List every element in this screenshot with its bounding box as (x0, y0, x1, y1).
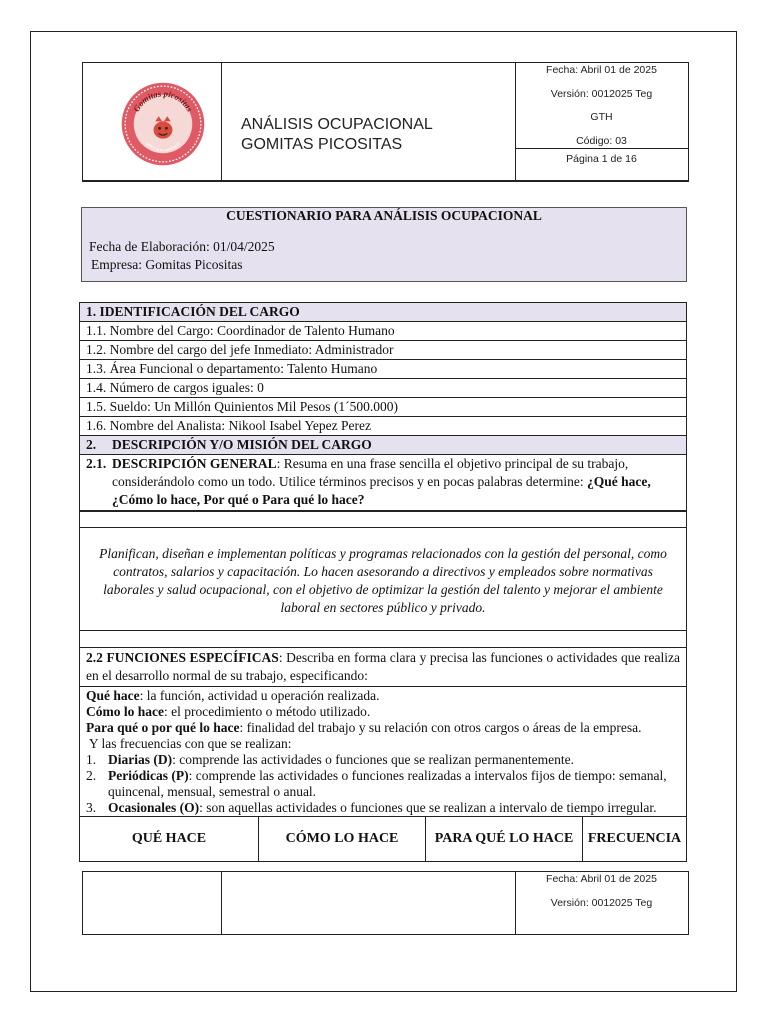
funciones-label: 2.2 FUNCIONES ESPECÍFICAS (86, 650, 279, 665)
meta-pagina: Página 1 de 16 (566, 153, 637, 165)
meta-version: Versión: 0012025 Teg (550, 88, 653, 100)
descripcion-general (80, 455, 686, 512)
frecuencias-intro: Y las frecuencias con que se realizan: (86, 736, 292, 751)
blank-row (80, 512, 686, 528)
logo-tagline: sabor que cambia tu (145, 140, 181, 153)
meta-fecha: Fecha: Abril 01 de 2025 (546, 64, 657, 76)
empresa: Empresa: Gomitas Picositas (91, 257, 243, 272)
section2-number: 2. (86, 437, 97, 452)
meta-area: GTH (590, 111, 613, 123)
descripcion-general-text: : Resuma en una frase sencilla el objetivo principal de su trabajo, considerándolo como un todo. Utilice términos precisos y en pocas palabras determine: (112, 456, 629, 489)
logo-brand-text: Gomitas picositas (131, 88, 196, 114)
field-nombre-cargo: 1.1. Nombre del Cargo: Coordinador de Talento Humano (80, 322, 686, 341)
document-title-line1: ANÁLISIS OCUPACIONAL (241, 116, 433, 133)
meta-codigo: Código: 03 (576, 135, 627, 147)
que-hace-label: Qué hace (86, 688, 140, 703)
company-logo (120, 81, 206, 167)
descripcion-general-number: 2.1. (86, 456, 107, 471)
descripcion-general-label: DESCRIPCIÓN GENERAL (112, 456, 277, 471)
field-analista: 1.6. Nombre del Analista: Nikool Isabel Yepez Perez (80, 417, 686, 436)
freq-item (86, 768, 680, 800)
questionnaire-title: CUESTIONARIO PARA ANÁLISIS OCUPACIONAL (226, 208, 542, 223)
section2-heading (80, 436, 686, 455)
column-header-frecuencia: FRECUENCIA (587, 831, 682, 846)
column-header-como-lo-hace: CÓMO LO HACE (259, 817, 426, 861)
section1-heading: 1. IDENTIFICACIÓN DEL CARGO (80, 303, 686, 322)
descripcion-general-question: ¿Qué hace, ¿Cómo lo hace, Por qué o Para qué lo hace? (112, 474, 651, 507)
fecha-elaboracion: Fecha de Elaboración: 01/04/2025 (89, 239, 275, 254)
que-hace-def (86, 688, 680, 704)
footer-fecha: Fecha: Abril 01 de 2025 (546, 873, 657, 885)
footer-logo-cell (83, 872, 222, 934)
document-title (241, 115, 433, 155)
freq-label: Periódicas (P) (108, 768, 189, 783)
field-numero-cargos: 1.4. Número de cargos iguales: 0 (80, 379, 686, 398)
field-sueldo: 1.5. Sueldo: Un Millón Quinientos Mil Pesos (1´500.000) (80, 398, 686, 417)
freq-text: : son aquellas actividades o funciones que se realizan a intervalo de tiempo irregular. (199, 800, 657, 815)
como-def (86, 704, 680, 720)
freq-number: 1. (86, 752, 97, 767)
questionnaire-box (81, 207, 687, 282)
field-area-funcional: 1.3. Área Funcional o departamento: Talento Humano (80, 360, 686, 379)
freq-number: 2. (86, 768, 97, 783)
section2-heading-text: DESCRIPCIÓN Y/O MISIÓN DEL CARGO (112, 437, 372, 452)
freq-label: Ocasionales (O) (108, 800, 200, 815)
freq-item (86, 800, 680, 816)
para-text: : finalidad del trabajo y su relación con otros cargos o áreas de la empresa. (239, 720, 642, 735)
meta-divider (515, 148, 688, 149)
document-footer (82, 871, 689, 935)
occupational-analysis-table (79, 302, 687, 862)
que-hace-text: : la función, actividad u operación realizada. (139, 688, 380, 703)
column-header-que-hace: QUÉ HACE (80, 817, 259, 861)
como-label: Cómo lo hace (86, 704, 164, 719)
footer-title-cell (221, 872, 516, 934)
field-jefe-inmediato: 1.2. Nombre del cargo del jefe Inmediato: Administrador (80, 341, 686, 360)
como-text: : el procedimiento o método utilizado. (164, 704, 371, 719)
document-header (82, 62, 689, 182)
title-cell (221, 63, 516, 180)
document-title-line2: GOMITAS PICOSITAS (241, 136, 403, 153)
meta-cell (515, 63, 688, 180)
funciones-especificas (80, 648, 686, 687)
freq-label: Diarias (D) (108, 752, 173, 767)
column-header-para-que: PARA QUÉ LO HACE (426, 817, 583, 861)
funciones-text: : Describa en forma clara y precisa las funciones o actividades que realiza en el desarrollo normal de su trabajo, especificando: (86, 650, 680, 683)
freq-item (86, 752, 680, 768)
para-label: Para qué o por qué lo hace (86, 720, 240, 735)
functions-table-header (80, 817, 686, 861)
para-def (86, 720, 680, 736)
funciones-instrucciones (80, 687, 686, 817)
logo-cell (83, 63, 222, 180)
descripcion-cargo-text: Planifican, diseñan e implementan políticas y programas relacionados con la gestión del personal, como contratos, salarios y capacitación. Lo hacen asesorando a directivos y empleados sobre normativas laborales y salud ocupacional, con el objetivo de optimizar la gestión del talento y mejorar el ambiente laboral en sectores público y privado. (80, 528, 686, 631)
freq-text: : comprende las actividades o funciones que se realizan permanentemente. (172, 752, 574, 767)
freq-number: 3. (86, 800, 97, 815)
blank-row (80, 631, 686, 648)
footer-version: Versión: 0012025 Teg (550, 897, 653, 909)
footer-meta-cell (515, 872, 688, 934)
freq-text: : comprende las actividades o funciones realizadas a intervalos fijos de tiempo: semanal, quincenal, mensual, semestral o anual. (108, 768, 667, 799)
